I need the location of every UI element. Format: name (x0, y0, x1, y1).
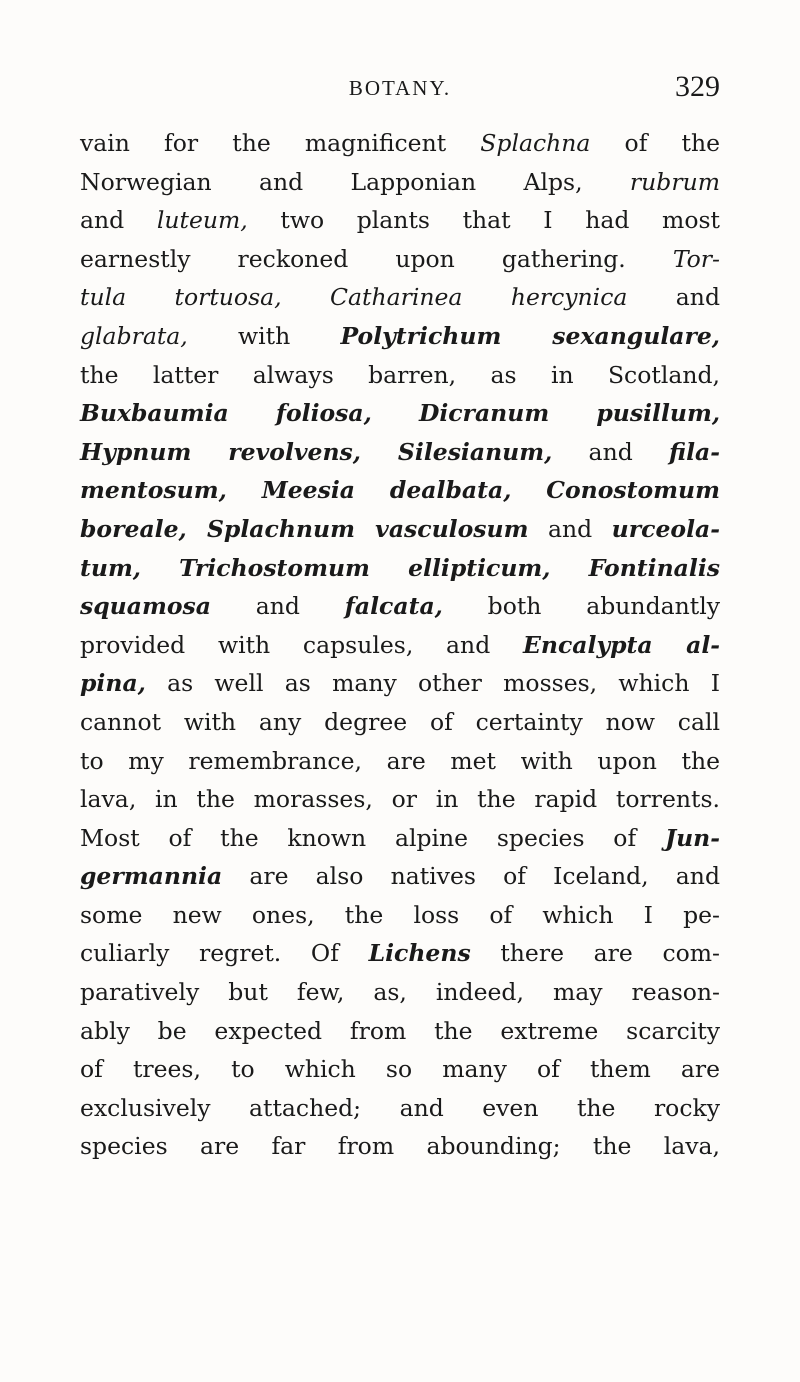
italic-text: Jun- (664, 823, 720, 852)
italic-text: Lichens (368, 939, 471, 968)
text-segment: and (528, 514, 612, 543)
text-line (80, 124, 720, 163)
text-line (80, 163, 720, 202)
italic-text: glabrata, (80, 321, 188, 350)
text-line (80, 278, 720, 317)
body-text (80, 124, 720, 1166)
text-segment: both abundantly (442, 592, 720, 621)
text-segment: to my remembrance, are met with upon the (80, 746, 720, 775)
text-segment: Norwegian and Lapponian Alps, (80, 167, 630, 196)
text-line (80, 240, 720, 279)
text-segment: and (627, 283, 720, 312)
italic-text: germannia (80, 862, 223, 891)
text-line (80, 857, 720, 896)
text-segment: exclusively attached; and even the rocky (80, 1093, 720, 1122)
italic-text: squamosa (80, 592, 211, 621)
italic-text: tula tortuosa, Catharinea hercynica (80, 283, 628, 312)
text-segment: cannot with any degree of certainty now call (80, 707, 720, 736)
italic-text: boreale, Splachnum vasculosum (80, 514, 529, 543)
italic-text: luteum, (156, 206, 248, 235)
text-line (80, 549, 720, 588)
italic-text: Splachna (480, 129, 591, 157)
text-segment: Most of the known alpine species of (80, 823, 665, 852)
text-segment: and (210, 592, 345, 621)
text-line (80, 587, 720, 626)
text-line (80, 703, 720, 742)
italic-text: falcata, (344, 592, 443, 621)
text-segment: there are com- (470, 939, 720, 968)
text-segment: two plants that I had most (247, 206, 720, 235)
text-line (80, 356, 720, 395)
text-segment: vain for the magnificent (80, 129, 481, 157)
text-segment: culiarly regret. Of (80, 939, 369, 968)
text-line (80, 626, 720, 665)
text-line (80, 394, 720, 433)
running-head (80, 70, 720, 110)
text-line (80, 742, 720, 781)
text-line (80, 1127, 720, 1166)
text-line (80, 934, 720, 973)
text-segment: some new ones, the loss of which I pe- (80, 900, 720, 929)
text-segment: lava, in the morasses, or in the rapid torrents. (80, 785, 720, 814)
text-line (80, 201, 720, 240)
text-line (80, 317, 720, 356)
italic-text: Hypnum revolvens, Silesianum, (80, 437, 553, 466)
italic-text: Buxbaumia foliosa, Dicranum pusillum, (80, 399, 720, 428)
italic-text: mentosum, Meesia dealbata, Conostomum (80, 476, 720, 505)
text-segment: are also natives of Iceland, and (222, 862, 720, 891)
text-segment: of the (590, 129, 720, 157)
text-line (80, 1089, 720, 1128)
italic-text: fila- (669, 437, 720, 466)
italic-text: Polytrichum sexangulare, (340, 321, 720, 350)
text-segment: as well as many other mosses, which I (145, 669, 720, 698)
text-segment: with (187, 321, 341, 350)
text-line (80, 780, 720, 819)
text-line (80, 471, 720, 510)
text-segment: species are far from abounding; the lava, (80, 1132, 720, 1161)
text-line (80, 433, 720, 472)
italic-text: tum, Trichostomum ellipticum, Fontinalis (80, 553, 720, 582)
text-line (80, 973, 720, 1012)
italic-text: rubrum (629, 167, 720, 196)
text-line (80, 510, 720, 549)
text-segment: ably be expected from the extreme scarcity (80, 1016, 720, 1045)
italic-text: urceola- (611, 514, 720, 543)
text-segment: the latter always barren, as in Scotland, (80, 360, 720, 389)
text-line (80, 664, 720, 703)
text-segment: provided with capsules, and (80, 630, 523, 659)
text-line (80, 1012, 720, 1051)
text-segment: and (80, 206, 157, 235)
text-segment: earnestly reckoned upon gathering. (80, 244, 673, 273)
page-number: 329 (675, 70, 720, 103)
text-line (80, 819, 720, 858)
text-segment: paratively but few, as, indeed, may reason- (80, 978, 720, 1007)
italic-text: pina, (80, 669, 146, 698)
text-line (80, 896, 720, 935)
text-segment: and (552, 437, 669, 466)
italic-text: Tor- (672, 244, 720, 273)
italic-text: Encalypta al- (523, 630, 721, 659)
text-line (80, 1050, 720, 1089)
running-title: BOTANY. (348, 76, 452, 100)
text-segment: of trees, to which so many of them are (80, 1055, 720, 1084)
